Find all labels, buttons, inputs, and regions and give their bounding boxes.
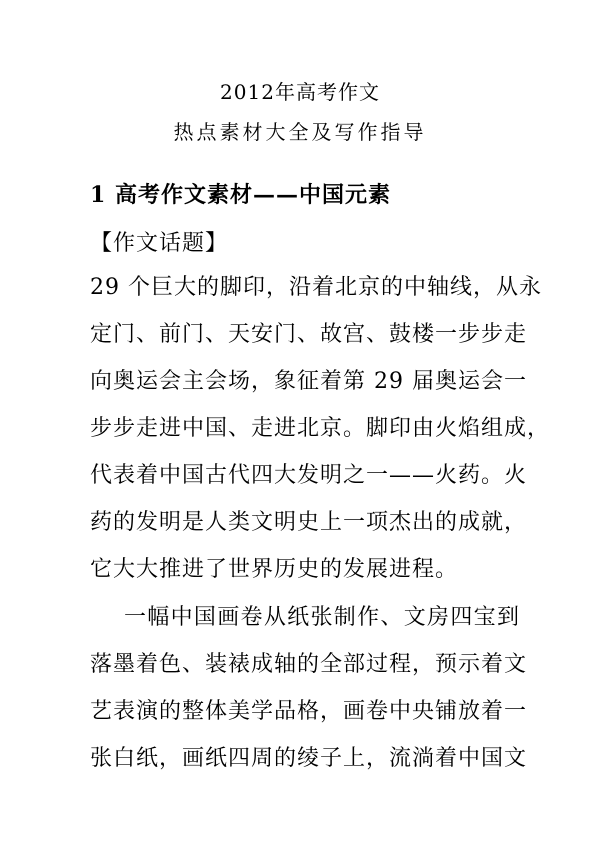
paragraph-line: 29 个巨大的脚印，沿着北京的中轴线，从永: [90, 275, 542, 300]
paragraph-line: 落墨着色、装裱成轴的全部过程，预示着文: [90, 652, 528, 677]
document-title-line1: 2012年高考作文: [220, 80, 380, 104]
document-title-line2: 热点素材大全及写作指导: [173, 120, 427, 144]
paragraph-line: 一幅中国画卷从纸张制作、文房四宝到: [124, 605, 520, 630]
paragraph-line: 向奥运会主会场，象征着第 29 届奥运会一: [90, 369, 527, 394]
paragraph-line: 药的发明是人类文明史上一项杰出的成就，: [90, 510, 528, 535]
paragraph-line: 张白纸，画纸四周的绫子上，流淌着中国文: [90, 746, 528, 771]
paragraph-line: 艺表演的整体美学品格，画卷中央铺放着一: [90, 699, 528, 724]
paragraph-line: 定门、前门、天安门、故宫、鼓楼一步步走: [90, 322, 528, 347]
paragraph-line: 代表着中国古代四大发明之一——火药。火: [90, 463, 528, 488]
topic-label: 【作文话题】: [90, 231, 229, 256]
paragraph-line: 步步走进中国、走进北京。脚印由火焰组成，: [90, 416, 551, 441]
section-heading: 1 高考作文素材——中国元素: [90, 182, 391, 208]
paragraph-line: 它大大推进了世界历史的发展进程。: [90, 557, 459, 582]
